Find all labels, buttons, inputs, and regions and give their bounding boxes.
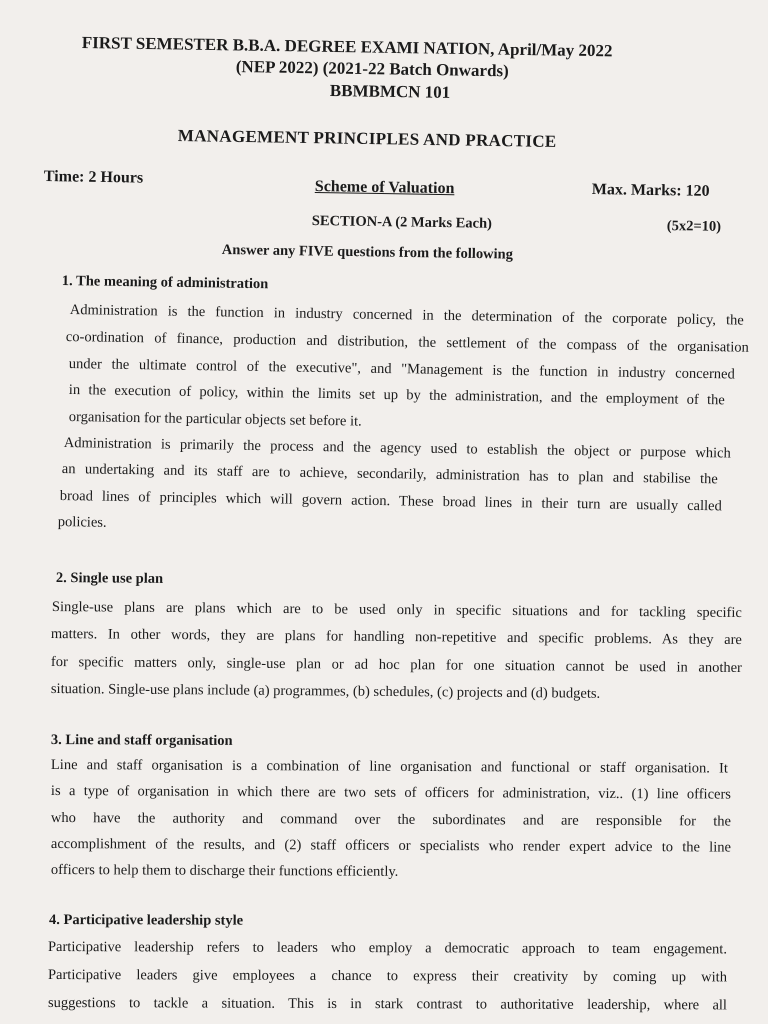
answer-line: Administration is the function in industry concerned in the determination of the corporate policy, the	[69, 302, 744, 329]
answer-line: Administration is primarily the process and the agency used to establish the object or purpose which	[63, 435, 731, 462]
scheme-of-valuation: Scheme of Valuation	[314, 178, 455, 198]
question-heading: 4. Participative leadership style	[48, 912, 244, 929]
answer-line: in the execution of policy, within the limits set up by the administration, and the employment of the	[68, 382, 725, 409]
answer-line: accomplishment of the results, and (2) staff officers or specialists who render expert advice to the line	[50, 836, 731, 856]
question-heading: 2. Single use plan	[55, 570, 164, 587]
question-heading: 1. The meaning of administration	[61, 273, 269, 293]
answer-line: is a type of organisation in which there are two sets of officers for administration, viz.. (1) line officers	[50, 783, 731, 803]
max-marks: Max. Marks: 120	[591, 181, 710, 200]
answer-line: broad lines of principles which will govern action. These broad lines in their turn are usually called	[59, 488, 722, 515]
answer-line: for specific matters only, single-use plan or ad hoc plan for one situation cannot be used in another	[50, 654, 742, 677]
answer-line: Line and staff organisation is a combination of line organisation and functional or staff organisation. It	[50, 757, 728, 777]
answer-line: situation. Single-use plans include (a) programmes, (b) schedules, (c) projects and (d) budgets.	[50, 681, 601, 702]
answer-line: Participative leadership refers to leaders who employ a democratic approach to team engagement.	[47, 939, 727, 958]
answer-line: Participative leaders give employees a chance to express their creativity by coming up with	[47, 967, 727, 986]
instruction: Answer any FIVE questions from the following	[221, 242, 514, 263]
answer-line: matters. In other words, they are plans for handling non-repetitive and specific problems. As they are	[50, 626, 742, 649]
exam-time: Time: 2 Hours	[43, 168, 144, 187]
answer-line: officers to help them to discharge their functions efficiently.	[50, 862, 399, 880]
answer-line: policies.	[57, 514, 107, 531]
answer-line: co-ordination of finance, production and distribution, the settlement of the compass of the organisation	[65, 329, 749, 356]
answer-line: organisation for the particular objects set before it.	[68, 409, 362, 430]
answer-line: who have the authority and command over the subordinates and are responsible for the	[50, 810, 731, 830]
answer-line: Single-use plans are plans which are to be used only in specific situations and for tackling specific	[51, 599, 742, 622]
section-heading: SECTION-A (2 Marks Each)	[311, 213, 493, 232]
course-code: BBMBMCN 101	[329, 81, 451, 102]
answer-line: under the ultimate control of the executive", and "Management is the function in industry concerned	[68, 356, 735, 383]
exam-batch-line: (NEP 2022) (2021-22 Batch Onwards)	[235, 57, 509, 81]
subject-title: MANAGEMENT PRINCIPLES AND PRACTICE	[177, 126, 557, 151]
question-heading: 3. Line and staff organisation	[50, 732, 233, 749]
exam-title-line: FIRST SEMESTER B.B.A. DEGREE EXAMI NATION, April/May 2022	[81, 33, 613, 61]
answer-line: an undertaking and its staff are to achieve, secondarily, administration has to plan and stabilise the	[61, 461, 718, 488]
section-marks: (5x2=10)	[666, 218, 722, 235]
answer-line: suggestions to tackle a situation. This is in stark contrast to authoritative leadership, where all	[47, 995, 727, 1014]
